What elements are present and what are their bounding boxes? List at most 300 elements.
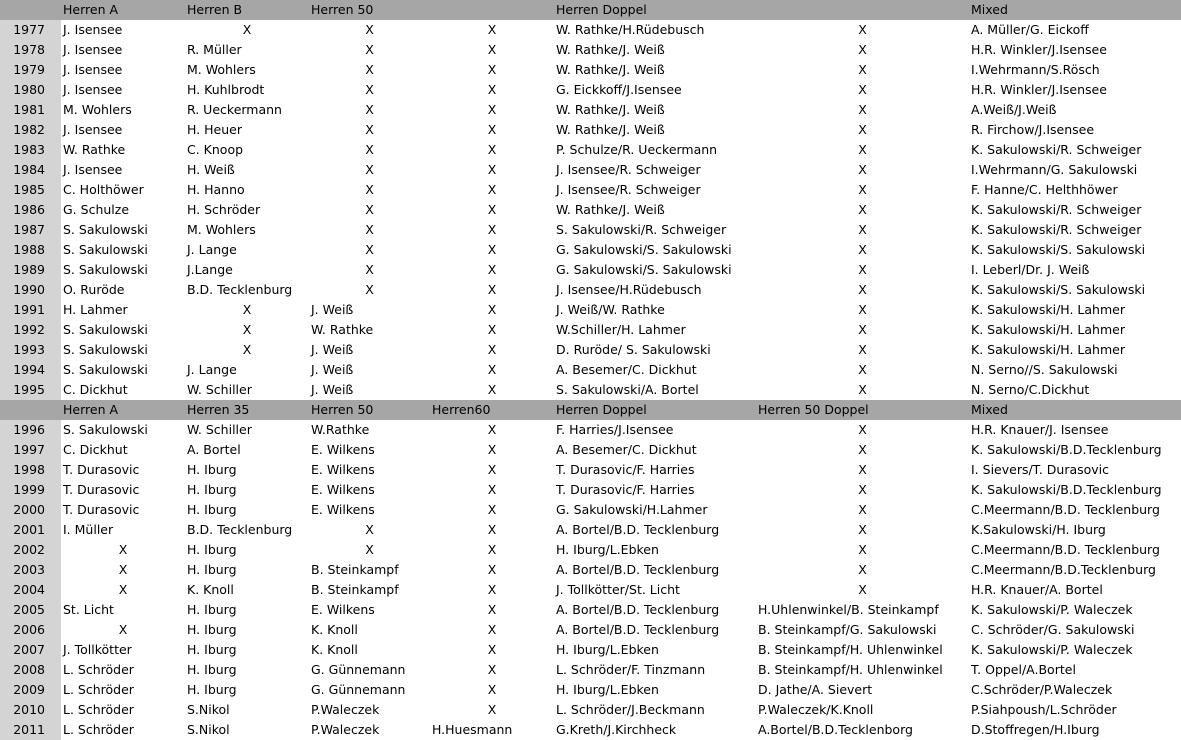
herren-doppel-cell: G. Sakulowski/S. Sakulowski [556, 262, 732, 277]
herren-a-cell: J. Tollkötter [63, 642, 132, 657]
herren-50-doppel-cell: X [858, 62, 867, 77]
herren-b-cell: W. Schiller [187, 422, 252, 437]
mixed-cell: K. Sakulowski/B.D.Tecklenburg [971, 442, 1162, 457]
column-header-herren-doppel: Herren Doppel [554, 0, 756, 20]
herren-a-cell: J. Isensee [63, 82, 123, 97]
column-header-mixed: Mixed [969, 400, 1181, 420]
mixed-cell: K. Sakulowski/B.D.Tecklenburg [971, 482, 1162, 497]
herren-doppel-cell: W. Rathke/J. Weiß [556, 62, 665, 77]
table-row [0, 100, 1181, 120]
herren-60-cell: X [487, 662, 497, 677]
mixed-cell: K.Sakulowski/H. Iburg [971, 522, 1106, 537]
year-cell: 2005 [0, 600, 61, 620]
herren-b-cell: H. Iburg [187, 622, 237, 637]
herren-50-cell: E. Wilkens [311, 502, 375, 517]
table-row [0, 720, 1181, 740]
mixed-cell: D.Stoffregen/H.Iburg [971, 722, 1100, 737]
herren-60-cell: X [487, 62, 497, 77]
year-cell: 1987 [0, 220, 61, 240]
year-cell: 1981 [0, 100, 61, 120]
herren-doppel-cell: A. Besemer/C. Dickhut [556, 362, 697, 377]
herren-a-cell: X [118, 582, 128, 597]
herren-b-cell: H. Iburg [187, 642, 237, 657]
herren-50-cell: P.Waleczek [311, 722, 380, 737]
herren-50-cell: E. Wilkens [311, 602, 375, 617]
mixed-cell: P.Siahpoush/L.Schröder [971, 702, 1117, 717]
mixed-cell: C. Schröder/G. Sakulowski [971, 622, 1135, 637]
herren-50-cell: X [365, 122, 374, 137]
mixed-cell: H.R. Knauer/A. Bortel [971, 582, 1103, 597]
herren-50-cell: X [365, 102, 374, 117]
column-header-herren-60: Herren60 [430, 400, 554, 420]
mixed-cell: K. Sakulowski/P. Waleczek [971, 602, 1133, 617]
herren-a-cell: J. Isensee [63, 22, 123, 37]
herren-60-cell: X [487, 202, 497, 217]
herren-b-cell: B.D. Tecklenburg [187, 522, 293, 537]
herren-a-cell: X [118, 542, 128, 557]
herren-60-cell: X [487, 602, 497, 617]
herren-doppel-cell: L. Schröder/J.Beckmann [556, 702, 705, 717]
herren-a-cell: C. Holthöwer [63, 182, 144, 197]
year-cell: 2002 [0, 540, 61, 560]
mixed-cell: I.Wehrmann/G. Sakulowski [971, 162, 1138, 177]
herren-50-doppel-cell: B. Steinkampf/H. Uhlenwinkel [758, 662, 943, 677]
herren-b-cell: X [242, 22, 252, 37]
table-row [0, 440, 1181, 460]
column-header-year [0, 0, 61, 20]
herren-doppel-cell: W. Rathke/J. Weiß [556, 102, 665, 117]
herren-a-cell: I. Müller [63, 522, 114, 537]
herren-a-cell: L. Schröder [63, 662, 134, 677]
herren-60-cell: X [487, 22, 497, 37]
herren-50-cell: J. Weiß [311, 342, 354, 357]
herren-50-cell: E. Wilkens [311, 462, 375, 477]
year-cell: 1997 [0, 440, 61, 460]
herren-60-cell: X [487, 462, 497, 477]
herren-a-cell: T. Durasovic [63, 462, 140, 477]
year-cell: 1993 [0, 340, 61, 360]
herren-60-cell: X [487, 282, 497, 297]
herren-doppel-cell: A. Bortel/B.D. Tecklenburg [556, 562, 720, 577]
herren-50-cell: X [365, 62, 374, 77]
herren-60-cell: X [487, 542, 497, 557]
table-row [0, 300, 1181, 320]
herren-50-cell: X [365, 42, 374, 57]
herren-b-cell: J.Lange [187, 262, 233, 277]
year-cell: 1995 [0, 380, 61, 400]
herren-50-doppel-cell: X [858, 342, 867, 357]
herren-doppel-cell: H. Iburg/L.Ebken [556, 642, 659, 657]
header-row [0, 0, 1181, 20]
herren-b-cell: H. Iburg [187, 502, 237, 517]
herren-50-doppel-cell: X [858, 442, 867, 457]
year-cell: 1998 [0, 460, 61, 480]
herren-50-cell: J. Weiß [311, 382, 354, 397]
herren-50-cell: K. Knoll [311, 622, 358, 637]
herren-b-cell: H. Heuer [187, 122, 242, 137]
herren-50-doppel-cell: X [858, 502, 867, 517]
table-row [0, 640, 1181, 660]
herren-doppel-cell: H. Iburg/L.Ebken [556, 542, 659, 557]
herren-a-cell: X [118, 622, 128, 637]
herren-50-doppel-cell: X [858, 302, 867, 317]
herren-50-cell: X [365, 202, 374, 217]
year-cell: 2009 [0, 680, 61, 700]
column-header-herren-a: Herren A [61, 0, 185, 20]
herren-a-cell: L. Schröder [63, 702, 134, 717]
mixed-cell: I.Wehrmann/S.Rösch [971, 62, 1100, 77]
herren-50-cell: X [365, 242, 374, 257]
herren-a-cell: T. Durasovic [63, 482, 140, 497]
table-row [0, 160, 1181, 180]
column-header-herren-50: Herren 50 [309, 400, 430, 420]
herren-50-cell: E. Wilkens [311, 442, 375, 457]
herren-50-doppel-cell: X [858, 322, 867, 337]
herren-a-cell: M. Wohlers [63, 102, 132, 117]
table-row [0, 260, 1181, 280]
year-cell: 1984 [0, 160, 61, 180]
herren-50-doppel-cell: X [858, 22, 867, 37]
table-row [0, 80, 1181, 100]
herren-50-doppel-cell: X [858, 522, 867, 537]
herren-60-cell: X [487, 162, 497, 177]
herren-50-doppel-cell: X [858, 422, 867, 437]
table-row [0, 280, 1181, 300]
herren-50-cell: B. Steinkampf [311, 582, 399, 597]
year-cell: 1999 [0, 480, 61, 500]
herren-50-doppel-cell: H.Uhlenwinkel/B. Steinkampf [758, 602, 939, 617]
herren-b-cell: S.Nikol [187, 722, 230, 737]
herren-a-cell: L. Schröder [63, 682, 134, 697]
herren-a-cell: J. Isensee [63, 42, 123, 57]
herren-doppel-cell: G. Eickkoff/J.Isensee [556, 82, 682, 97]
herren-b-cell: H. Hanno [187, 182, 245, 197]
herren-a-cell: O. Ruröde [63, 282, 125, 297]
herren-b-cell: W. Schiller [187, 382, 252, 397]
herren-50-cell: W.Rathke [311, 422, 370, 437]
herren-b-cell: K. Knoll [187, 582, 234, 597]
herren-doppel-cell: W.Schiller/H. Lahmer [556, 322, 686, 337]
herren-50-cell: X [365, 22, 374, 37]
mixed-cell: F. Hanne/C. Helthhöwer [971, 182, 1118, 197]
herren-doppel-cell: T. Durasovic/F. Harries [556, 462, 695, 477]
herren-50-doppel-cell: A.Bortel/B.D.Tecklenborg [758, 722, 913, 737]
herren-b-cell: H. Iburg [187, 542, 237, 557]
herren-doppel-cell: G. Sakulowski/S. Sakulowski [556, 242, 732, 257]
mixed-cell: H.R. Winkler/J.Isensee [971, 42, 1107, 57]
herren-b-cell: M. Wohlers [187, 62, 256, 77]
herren-a-cell: G. Schulze [63, 202, 130, 217]
herren-doppel-cell: J. Tollkötter/St. Licht [556, 582, 680, 597]
herren-50-doppel-cell: X [858, 462, 867, 477]
herren-a-cell: L. Schröder [63, 722, 134, 737]
mixed-cell: C.Meermann/B.D.Tecklenburg [971, 562, 1156, 577]
table-row [0, 200, 1181, 220]
herren-doppel-cell: J. Isensee/R. Schweiger [556, 182, 701, 197]
herren-50-doppel-cell: X [858, 362, 867, 377]
herren-60-cell: H.Huesmann [432, 722, 513, 737]
herren-50-cell: E. Wilkens [311, 482, 375, 497]
mixed-cell: I. Leberl/Dr. J. Weiß [971, 262, 1090, 277]
herren-60-cell: X [487, 242, 497, 257]
herren-doppel-cell: J. Isensee/H.Rüdebusch [556, 282, 702, 297]
table-row [0, 580, 1181, 600]
herren-a-cell: H. Lahmer [63, 302, 128, 317]
herren-b-cell: R. Ueckermann [187, 102, 282, 117]
herren-50-doppel-cell: X [858, 182, 867, 197]
herren-50-doppel-cell: X [858, 262, 867, 277]
herren-a-cell: J. Isensee [63, 62, 123, 77]
mixed-cell: K. Sakulowski/H. Lahmer [971, 322, 1125, 337]
herren-50-cell: X [365, 142, 374, 157]
herren-60-cell: X [487, 342, 497, 357]
herren-60-cell: X [487, 502, 497, 517]
mixed-cell: K. Sakulowski/R. Schweiger [971, 142, 1142, 157]
herren-a-cell: J. Isensee [63, 162, 123, 177]
herren-b-cell: H. Iburg [187, 562, 237, 577]
herren-a-cell: S. Sakulowski [63, 362, 148, 377]
mixed-cell: C.Meermann/B.D. Tecklenburg [971, 542, 1160, 557]
year-cell: 2001 [0, 520, 61, 540]
year-cell: 1990 [0, 280, 61, 300]
table-row [0, 560, 1181, 580]
herren-50-cell: B. Steinkampf [311, 562, 399, 577]
table-row [0, 620, 1181, 640]
mixed-cell: C.Meermann/B.D. Tecklenburg [971, 502, 1160, 517]
herren-50-doppel-cell: D. Jathe/A. Sievert [758, 682, 873, 697]
herren-doppel-cell: F. Harries/J.Isensee [556, 422, 674, 437]
table-row [0, 20, 1181, 40]
herren-60-cell: X [487, 42, 497, 57]
herren-60-cell: X [487, 262, 497, 277]
herren-a-cell: St. Licht [63, 602, 114, 617]
herren-b-cell: M. Wohlers [187, 222, 256, 237]
column-header-herren-60 [430, 0, 554, 20]
herren-50-doppel-cell: X [858, 282, 867, 297]
herren-50-doppel-cell: P.Waleczek/K.Knoll [758, 702, 874, 717]
herren-doppel-cell: G. Sakulowski/H.Lahmer [556, 502, 708, 517]
herren-a-cell: S. Sakulowski [63, 222, 148, 237]
mixed-cell: K. Sakulowski/S. Sakulowski [971, 242, 1146, 257]
herren-b-cell: R. Müller [187, 42, 242, 57]
mixed-cell: H.R. Knauer/J. Isensee [971, 422, 1109, 437]
mixed-cell: K. Sakulowski/P. Waleczek [971, 642, 1133, 657]
column-header-herren-b: Herren 35 [185, 400, 309, 420]
herren-50-cell: X [365, 182, 374, 197]
herren-b-cell: J. Lange [187, 362, 237, 377]
herren-doppel-cell: W. Rathke/J. Weiß [556, 42, 665, 57]
herren-doppel-cell: G.Kreth/J.Kirchheck [556, 722, 677, 737]
table-row [0, 240, 1181, 260]
herren-50-cell: G. Günnemann [311, 682, 406, 697]
herren-50-cell: X [365, 542, 374, 557]
year-cell: 1985 [0, 180, 61, 200]
herren-50-cell: X [365, 282, 374, 297]
herren-b-cell: B.D. Tecklenburg [187, 282, 293, 297]
herren-60-cell: X [487, 682, 497, 697]
herren-50-doppel-cell: X [858, 122, 867, 137]
column-header-herren-a: Herren A [61, 400, 185, 420]
herren-60-cell: X [487, 562, 497, 577]
herren-doppel-cell: W. Rathke/H.Rüdebusch [556, 22, 705, 37]
mixed-cell: R. Firchow/J.Isensee [971, 122, 1095, 137]
herren-50-cell: P.Waleczek [311, 702, 380, 717]
herren-doppel-cell: W. Rathke/J. Weiß [556, 202, 665, 217]
herren-50-doppel-cell: X [858, 562, 867, 577]
herren-60-cell: X [487, 482, 497, 497]
table-row [0, 360, 1181, 380]
herren-b-cell: H. Iburg [187, 482, 237, 497]
year-cell: 1992 [0, 320, 61, 340]
herren-60-cell: X [487, 182, 497, 197]
column-header-herren-doppel: Herren Doppel [554, 400, 756, 420]
table-row [0, 420, 1181, 440]
herren-50-cell: X [365, 162, 374, 177]
table-row [0, 500, 1181, 520]
herren-a-cell: X [118, 562, 128, 577]
herren-50-doppel-cell: X [858, 482, 867, 497]
mixed-cell: N. Serno/C.Dickhut [971, 382, 1090, 397]
herren-50-doppel-cell: X [858, 82, 867, 97]
herren-doppel-cell: T. Durasovic/F. Harries [556, 482, 695, 497]
herren-50-doppel-cell: X [858, 382, 867, 397]
herren-60-cell: X [487, 702, 497, 717]
mixed-cell: K. Sakulowski/S. Sakulowski [971, 282, 1146, 297]
herren-b-cell: H. Iburg [187, 462, 237, 477]
year-cell: 1982 [0, 120, 61, 140]
herren-a-cell: W. Rathke [63, 142, 126, 157]
year-cell: 1977 [0, 20, 61, 40]
year-cell: 2006 [0, 620, 61, 640]
year-cell: 1979 [0, 60, 61, 80]
herren-60-cell: X [487, 102, 497, 117]
herren-50-doppel-cell: B. Steinkampf/G. Sakulowski [758, 622, 937, 637]
herren-b-cell: C. Knoop [187, 142, 244, 157]
herren-50-doppel-cell: X [858, 242, 867, 257]
header-row [0, 400, 1181, 420]
year-cell: 2003 [0, 560, 61, 580]
herren-50-cell: G. Günnemann [311, 662, 406, 677]
herren-60-cell: X [487, 622, 497, 637]
year-cell: 1986 [0, 200, 61, 220]
table-row [0, 660, 1181, 680]
column-header-mixed: Mixed [969, 0, 1181, 20]
table-row [0, 520, 1181, 540]
herren-60-cell: X [487, 322, 497, 337]
mixed-cell: K. Sakulowski/H. Lahmer [971, 342, 1125, 357]
herren-60-cell: X [487, 522, 497, 537]
herren-50-doppel-cell: X [858, 542, 867, 557]
herren-60-cell: X [487, 442, 497, 457]
year-cell: 1994 [0, 360, 61, 380]
mixed-cell: K. Sakulowski/H. Lahmer [971, 302, 1125, 317]
herren-doppel-cell: A. Bortel/B.D. Tecklenburg [556, 622, 720, 637]
herren-50-doppel-cell: X [858, 102, 867, 117]
herren-50-cell: X [365, 222, 374, 237]
mixed-cell: K. Sakulowski/R. Schweiger [971, 222, 1142, 237]
year-cell: 1983 [0, 140, 61, 160]
herren-60-cell: X [487, 82, 497, 97]
herren-60-cell: X [487, 302, 497, 317]
herren-doppel-cell: W. Rathke/J. Weiß [556, 122, 665, 137]
herren-b-cell: H. Iburg [187, 682, 237, 697]
herren-60-cell: X [487, 642, 497, 657]
column-header-herren-50-doppel [756, 0, 969, 20]
year-cell: 2008 [0, 660, 61, 680]
table-row [0, 540, 1181, 560]
herren-50-cell: J. Weiß [311, 302, 354, 317]
herren-50-doppel-cell: X [858, 202, 867, 217]
herren-b-cell: A. Bortel [187, 442, 241, 457]
herren-b-cell: X [242, 302, 252, 317]
herren-50-doppel-cell: X [858, 582, 867, 597]
herren-60-cell: X [487, 582, 497, 597]
table-row [0, 220, 1181, 240]
year-cell: 2011 [0, 720, 61, 740]
table-row [0, 340, 1181, 360]
herren-50-cell: K. Knoll [311, 642, 358, 657]
table-row [0, 180, 1181, 200]
mixed-cell: A.Weiß/J.Weiß [971, 102, 1057, 117]
herren-b-cell: H. Kuhlbrodt [187, 82, 265, 97]
herren-b-cell: H. Iburg [187, 602, 237, 617]
herren-doppel-cell: H. Iburg/L.Ebken [556, 682, 659, 697]
column-header-herren-50: Herren 50 [309, 0, 430, 20]
herren-b-cell: X [242, 342, 252, 357]
herren-doppel-cell: J. Isensee/R. Schweiger [556, 162, 701, 177]
table-row [0, 680, 1181, 700]
table-row [0, 460, 1181, 480]
herren-b-cell: H. Weiß [187, 162, 235, 177]
mixed-cell: I. Sievers/T. Durasovic [971, 462, 1110, 477]
herren-b-cell: J. Lange [187, 242, 237, 257]
table-row [0, 600, 1181, 620]
herren-doppel-cell: A. Bortel/B.D. Tecklenburg [556, 602, 720, 617]
herren-b-cell: X [242, 322, 252, 337]
herren-60-cell: X [487, 142, 497, 157]
herren-50-cell: X [365, 522, 374, 537]
herren-doppel-cell: A. Besemer/C. Dickhut [556, 442, 697, 457]
herren-60-cell: X [487, 122, 497, 137]
herren-50-cell: X [365, 262, 374, 277]
herren-b-cell: H. Iburg [187, 662, 237, 677]
year-cell: 2004 [0, 580, 61, 600]
herren-50-cell: W. Rathke [311, 322, 374, 337]
mixed-cell: A. Müller/G. Eickoff [971, 22, 1089, 37]
herren-a-cell: J. Isensee [63, 122, 123, 137]
herren-a-cell: S. Sakulowski [63, 242, 148, 257]
year-cell: 2007 [0, 640, 61, 660]
herren-50-cell: X [365, 82, 374, 97]
herren-doppel-cell: S. Sakulowski/R. Schweiger [556, 222, 727, 237]
herren-60-cell: X [487, 422, 497, 437]
mixed-cell: C.Schröder/P.Waleczek [971, 682, 1113, 697]
year-cell: 1980 [0, 80, 61, 100]
herren-60-cell: X [487, 382, 497, 397]
year-cell: 1988 [0, 240, 61, 260]
herren-60-cell: X [487, 222, 497, 237]
herren-50-doppel-cell: B. Steinkampf/H. Uhlenwinkel [758, 642, 943, 657]
year-cell: 1996 [0, 420, 61, 440]
herren-a-cell: S. Sakulowski [63, 322, 148, 337]
mixed-cell: T. Oppel/A.Bortel [971, 662, 1076, 677]
year-cell: 1991 [0, 300, 61, 320]
herren-50-doppel-cell: X [858, 42, 867, 57]
herren-doppel-cell: L. Schröder/F. Tinzmann [556, 662, 706, 677]
herren-b-cell: H. Schröder [187, 202, 261, 217]
column-header-herren-b: Herren B [185, 0, 309, 20]
mixed-cell: K. Sakulowski/R. Schweiger [971, 202, 1142, 217]
